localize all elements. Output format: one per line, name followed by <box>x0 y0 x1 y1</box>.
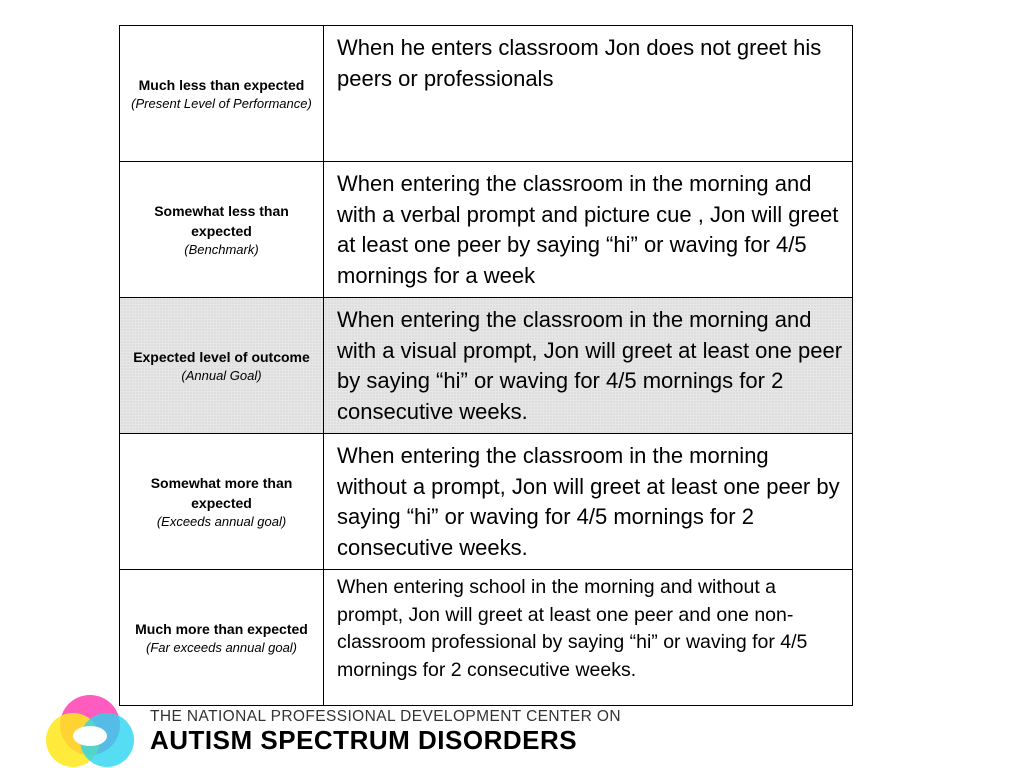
goal-description: When he enters classroom Jon does not greet his peers or professionals <box>324 26 853 162</box>
level-name: Much more than expected <box>135 620 308 637</box>
npdc-logo-icon <box>40 692 140 768</box>
table-row <box>120 434 853 570</box>
level-sublabel: (Present Level of Performance) <box>131 95 312 111</box>
goal-description: When entering the classroom in the morning without a prompt, Jon will greet at least one peer by saying “hi” or waving for 4/5 mornings for 2 consecutive weeks. <box>324 434 853 570</box>
logo-white-center <box>73 726 107 746</box>
table-row-highlighted <box>120 298 853 434</box>
table-row <box>120 570 853 706</box>
goal-attainment-table <box>119 25 853 706</box>
level-label-cell <box>120 162 324 298</box>
level-name: Somewhat more than expected <box>150 474 293 511</box>
level-label-cell <box>120 570 324 706</box>
organization-name-line2: AUTISM SPECTRUM DISORDERS <box>150 725 578 755</box>
organization-name-line1: THE NATIONAL PROFESSIONAL DEVELOPMENT CENTER ON <box>150 708 621 725</box>
table-row <box>120 26 853 162</box>
level-label-cell <box>120 298 324 434</box>
goal-description: When entering the classroom in the morning and with a visual prompt, Jon will greet at least one peer by saying “hi” or waving for 4/5 mornings for 2 consecutive weeks. <box>324 298 853 434</box>
level-sublabel: (Benchmark) <box>184 241 259 257</box>
level-sublabel: (Far exceeds annual goal) <box>145 639 298 655</box>
goal-description: When entering school in the morning and without a prompt, Jon will greet at least one peer and one non-classroom professional by saying “hi” or waving for 4/5 mornings for 2 consecutive weeks. <box>324 570 853 706</box>
level-label-cell <box>120 26 324 162</box>
level-name: Somewhat less than expected <box>154 202 289 239</box>
goal-description: When entering the classroom in the morning and with a verbal prompt and picture cue , Jon will greet at least one peer by saying “hi” or waving for 4/5 mornings for a week <box>324 162 853 298</box>
level-sublabel: (Exceeds annual goal) <box>156 513 287 529</box>
table-row <box>120 162 853 298</box>
level-name: Much less than expected <box>138 76 305 93</box>
level-sublabel: (Annual Goal) <box>181 367 262 383</box>
level-label-cell <box>120 434 324 570</box>
level-name: Expected level of outcome <box>133 348 310 365</box>
organization-name <box>150 708 621 756</box>
